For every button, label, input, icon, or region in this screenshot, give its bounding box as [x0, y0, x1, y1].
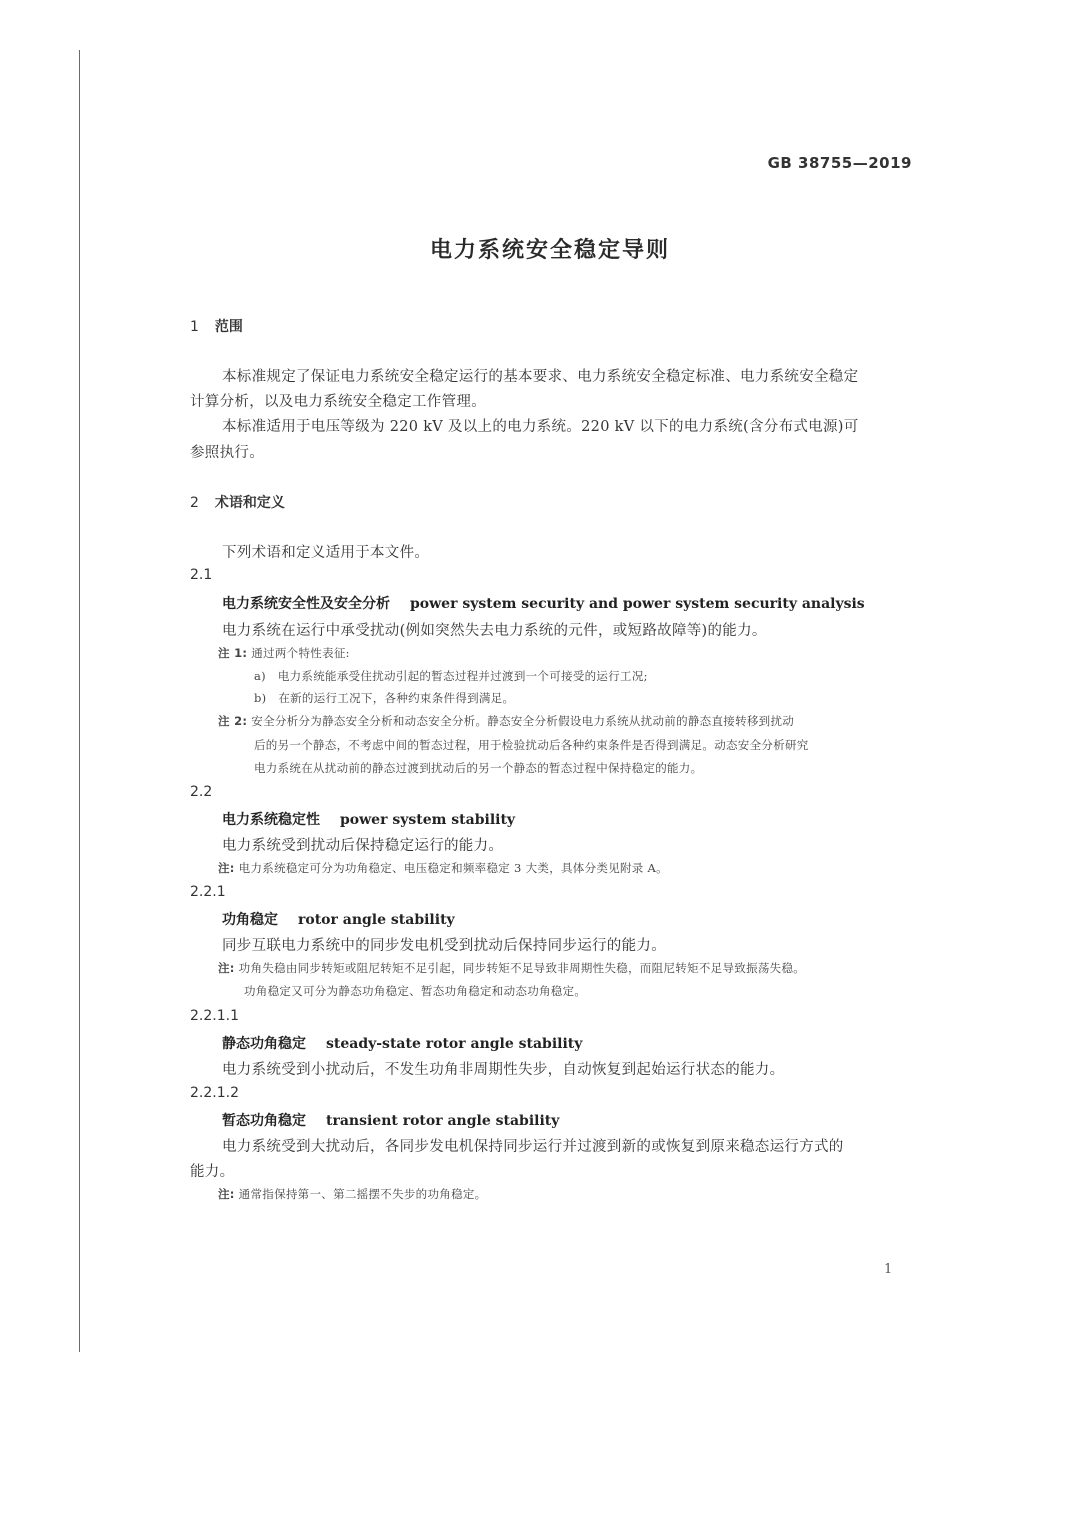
paragraph-line: 参照执行。 — [190, 445, 264, 461]
page-number: 1 — [884, 1262, 893, 1277]
note-list-item — [254, 690, 514, 706]
term-zh: 电力系统稳定性 — [222, 812, 320, 828]
note-line-cont: 功角稳定又可分为静态功角稳定、暂态功角稳定和动态功角稳定。 — [244, 984, 587, 998]
list-text: 电力系统能承受住扰动引起的暂态过程并过渡到一个可接受的运行工况; — [277, 669, 648, 683]
term-en: power system security and power system security analysis — [410, 596, 865, 612]
list-text: 在新的运行工况下，各种约束条件得到满足。 — [278, 691, 515, 705]
note-label: 注 1: — [218, 646, 248, 660]
note-label: 注: — [218, 1187, 235, 1201]
term-number: 2.2.1 — [190, 884, 226, 900]
note-line-cont: 电力系统在从扰动前的静态过渡到扰动后的另一个静态的暂态过程中保持稳定的能力。 — [254, 761, 703, 775]
note-line — [218, 960, 805, 976]
note-line — [218, 645, 350, 661]
term-number: 2.2 — [190, 784, 213, 800]
section-number: 1 — [190, 319, 199, 335]
term-definition: 电力系统受到扰动后保持稳定运行的能力。 — [222, 838, 504, 854]
note-label: 注: — [218, 861, 235, 875]
note-text: 安全分析分为静态安全分析和动态安全分析。静态安全分析假设电力系统从扰动前的静态直接转移到扰动 — [251, 714, 795, 728]
note-text: 功角失稳由同步转矩或阻尼转矩不足引起，同步转矩不足导致非周期性失稳，而阻尼转矩不足导致振荡失稳。 — [238, 961, 806, 975]
term-en: power system stability — [340, 812, 516, 828]
term-heading — [222, 593, 865, 613]
paragraph-line: 计算分析，以及电力系统安全稳定工作管理。 — [190, 394, 486, 410]
term-zh: 电力系统安全性及安全分析 — [222, 596, 390, 612]
section-number: 2 — [190, 495, 199, 511]
term-heading — [222, 1110, 559, 1130]
note-text: 电力系统稳定可分为功角稳定、电压稳定和频率稳定 3 大类，具体分类见附录 A。 — [238, 861, 668, 875]
term-definition: 电力系统受到大扰动后，各同步发电机保持同步运行并过渡到新的或恢复到原来稳态运行方式的 — [222, 1139, 844, 1155]
term-zh: 功角稳定 — [222, 912, 278, 928]
page-title: 电力系统安全稳定导则 — [429, 238, 670, 263]
note-line-cont: 后的另一个静态，不考虑中间的暂态过程，用于检验扰动后各种约束条件是否得到满足。动态安全分析研究 — [254, 738, 809, 752]
term-number: 2.2.1.2 — [190, 1085, 239, 1101]
note-line — [218, 713, 794, 729]
term-heading — [222, 909, 455, 929]
term-definition-cont: 能力。 — [190, 1164, 235, 1180]
note-label: 注: — [218, 961, 235, 975]
term-heading — [222, 809, 515, 829]
note-line — [218, 1186, 486, 1202]
term-en: steady-state rotor angle stability — [326, 1036, 583, 1052]
term-en: rotor angle stability — [298, 912, 455, 928]
term-zh: 静态功角稳定 — [222, 1036, 306, 1052]
note-list-item — [254, 668, 648, 684]
paragraph-line: 本标准规定了保证电力系统安全稳定运行的基本要求、电力系统安全稳定标准、电力系统安全稳定 — [222, 369, 859, 385]
term-number: 2.1 — [190, 567, 213, 583]
note-text: 通常指保持第一、第二摇摆不失步的功角稳定。 — [238, 1187, 487, 1201]
list-marker: a) — [254, 669, 266, 683]
term-definition: 同步互联电力系统中的同步发电机受到扰动后保持同步运行的能力。 — [222, 938, 666, 954]
section-title: 术语和定义 — [214, 495, 285, 511]
term-zh: 暂态功角稳定 — [222, 1113, 306, 1129]
section-title: 范围 — [214, 319, 243, 335]
paragraph-line: 本标准适用于电压等级为 220 kV 及以上的电力系统。220 kV 以下的电力系统(含分布式电源)可 — [222, 419, 859, 435]
term-definition: 电力系统受到小扰动后，不发生功角非周期性失步，自动恢复到起始运行状态的能力。 — [222, 1062, 785, 1078]
term-number: 2.2.1.1 — [190, 1008, 239, 1024]
standard-code: GB 38755—2019 — [767, 154, 912, 172]
note-line — [218, 860, 668, 876]
term-heading — [222, 1033, 582, 1053]
list-marker: b) — [254, 691, 267, 705]
section-2-heading — [190, 492, 285, 512]
note-label: 注 2: — [218, 714, 248, 728]
term-en: transient rotor angle stability — [326, 1113, 560, 1129]
note-text: 通过两个特性表征: — [251, 646, 350, 660]
section-1-heading — [190, 316, 243, 336]
paragraph-line: 下列术语和定义适用于本文件。 — [222, 545, 430, 561]
term-definition: 电力系统在运行中承受扰动(例如突然失去电力系统的元件，或短路故障等)的能力。 — [222, 623, 767, 639]
